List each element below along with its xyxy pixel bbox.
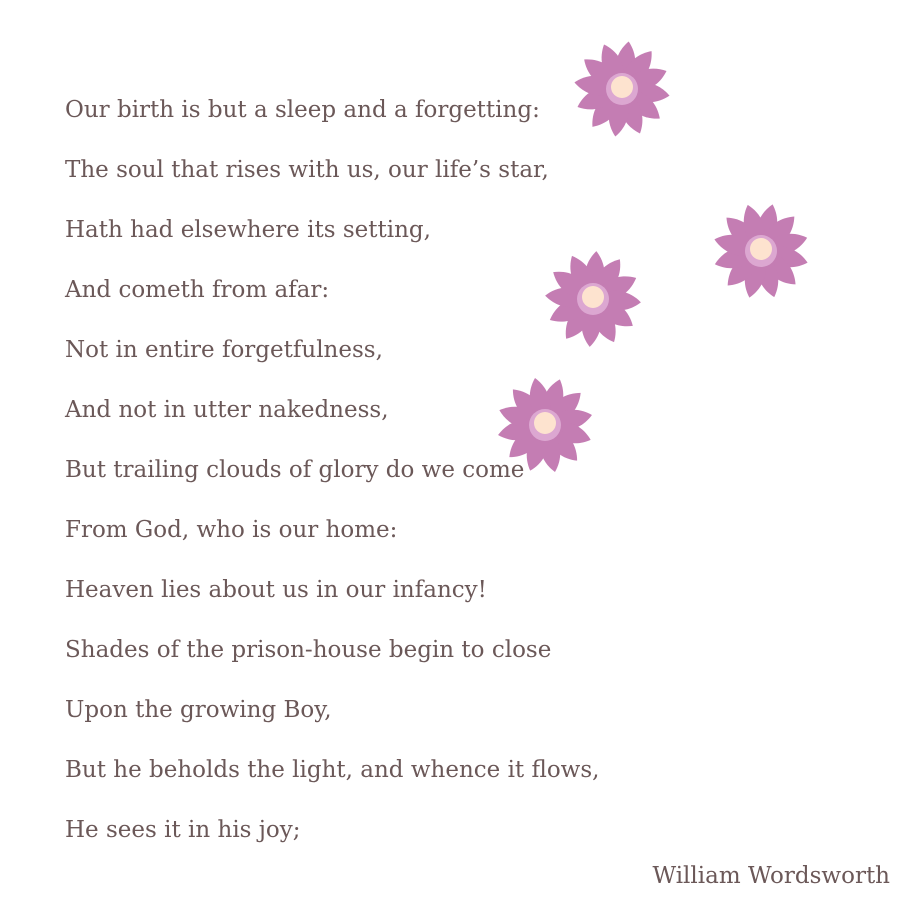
poem-line: From God, who is our home: [65,517,398,543]
poem-text [65,90,599,870]
poem-line: But he beholds the light, and whence it flows, [65,757,600,783]
flower-center [750,238,772,260]
flower-icon [567,34,677,144]
poem-line: And cometh from afar: [65,277,330,303]
flower-center [534,412,556,434]
flower-icon [538,244,648,354]
poem-line: He sees it in his joy; [65,817,301,843]
poem-line: Shades of the prison-house begin to close [65,637,552,663]
flower-icon [706,196,816,306]
poem-line: Our birth is but a sleep and a forgetting: [65,97,540,123]
poem-line: Hath had elsewhere its setting, [65,217,431,243]
poem-line: Not in entire forgetfulness, [65,337,383,363]
poem-line: Upon the growing Boy, [65,697,332,723]
flower-center [582,286,604,308]
poem-author: William Wordsworth [652,863,890,889]
poem-line: The soul that rises with us, our life’s star, [65,157,549,183]
poem-line: But trailing clouds of glory do we come [65,457,525,483]
poem-line: And not in utter nakedness, [65,397,389,423]
flower-icon [490,370,600,480]
flower-center [611,76,633,98]
poem-line: Heaven lies about us in our infancy! [65,577,487,603]
